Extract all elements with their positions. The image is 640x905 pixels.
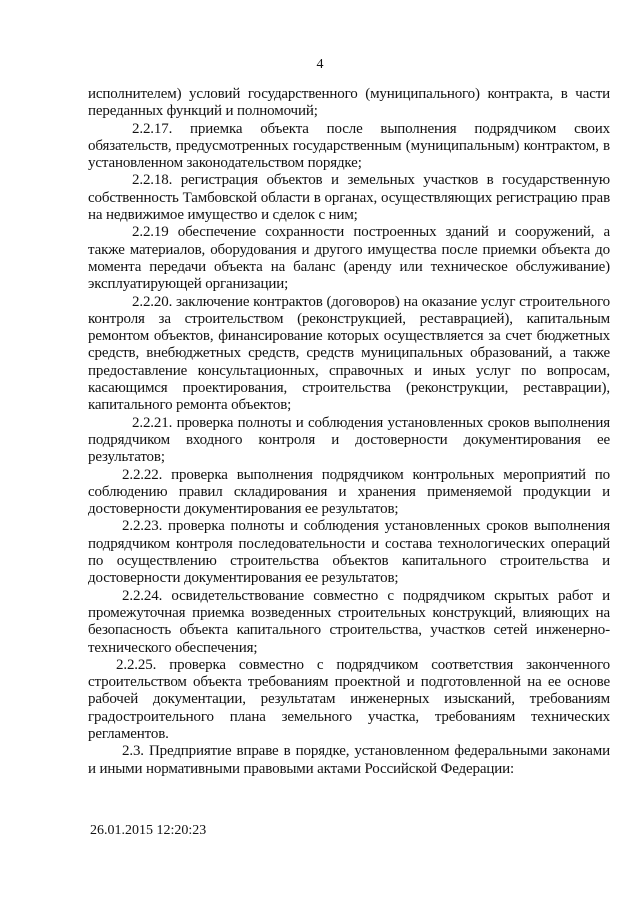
paragraph-continuation: исполнителем) условий государственного (муниципального) контракта, в части переданных функций и полномочий; bbox=[88, 86, 610, 120]
page-number: 4 bbox=[316, 57, 324, 72]
paragraph-2-2-22: 2.2.22. проверка выполнения подрядчиком контрольных мероприятий по соблюдению правил складирования и хранения применяемой продукции и достоверности документирования ее результатов; bbox=[88, 466, 610, 518]
paragraph-2-2-20: 2.2.20. заключение контрактов (договоров) на оказание услуг строительного контроля за строительством (реконструкцией, реставрацией), капитальным ремонтом объектов, финансирование которых осуществляется за счет бюджетных средств, внебюджетных средств, средств муниципальных образований, а также предоставление консультационных, справочных и иных услуг по вопросам, касающимся проектирования, строительства (реконструкции, реставрации), капитального ремонта объектов; bbox=[88, 293, 610, 414]
paragraph-2-3: 2.3. Предприятие вправе в порядке, установленном федеральными законами и иными нормативными правовыми актами Российской Федерации: bbox=[88, 743, 610, 777]
print-timestamp: 26.01.2015 12:20:23 bbox=[90, 823, 207, 838]
document-body bbox=[88, 86, 610, 778]
paragraph-2-2-18: 2.2.18. регистрация объектов и земельных участков в государственную собственность Тамбовской области в органах, осуществляющих регистрацию прав на недвижимое имущество и сделок с ним; bbox=[88, 172, 610, 224]
paragraph-2-2-19: 2.2.19 обеспечение сохранности построенных зданий и сооружений, а также материалов, оборудования и другого имущества после приемки объекта до момента передачи объекта на баланс (аренду или техническое обслуживание) эксплуатирующей организации; bbox=[88, 224, 610, 293]
paragraph-2-2-21: 2.2.21. проверка полноты и соблюдения установленных сроков выполнения подрядчиком входного контроля и достоверности документирования ее результатов; bbox=[88, 414, 610, 466]
paragraph-2-2-23: 2.2.23. проверка полноты и соблюдения установленных сроков выполнения подрядчиком контроля последовательности и состава технологических операций по осуществлению строительства объектов капитального строительства и достоверности документирования ее результатов; bbox=[88, 518, 610, 587]
paragraph-2-2-17: 2.2.17. приемка объекта после выполнения подрядчиком своих обязательств, предусмотренных государственным (муниципальным) контрактом, в установленном законодательством порядке; bbox=[88, 120, 610, 172]
paragraph-2-2-24: 2.2.24. освидетельствование совместно с подрядчиком скрытых работ и промежуточная приемка возведенных строительных конструкций, влияющих на безопасность объекта капитального строительства, участков сетей инженерно-технического обеспечения; bbox=[88, 587, 610, 656]
paragraph-2-2-25: 2.2.25. проверка совместно с подрядчиком соответствия законченного строительством объекта требованиям проектной и подготовленной на ее основе рабочей документации, результатам инженерных изысканий, требованиям градостроительного плана земельного участка, требованиям технических регламентов. bbox=[88, 656, 610, 742]
